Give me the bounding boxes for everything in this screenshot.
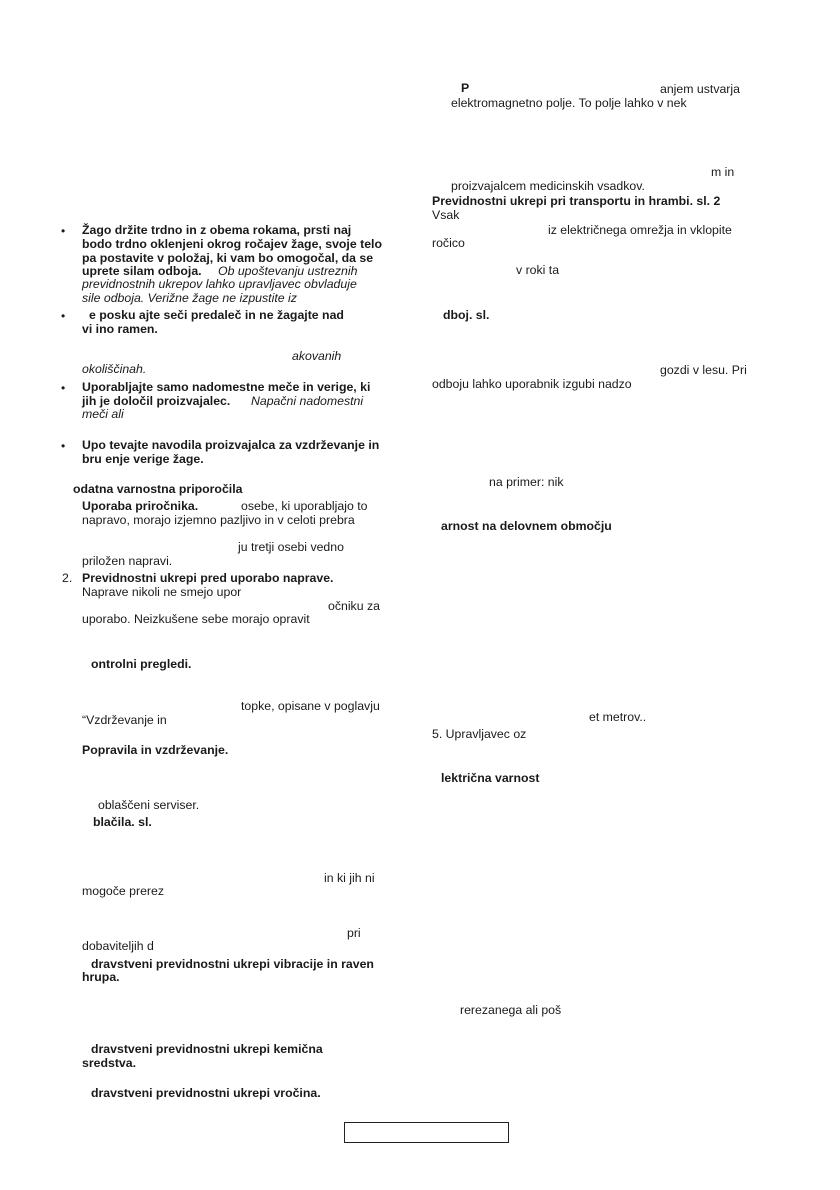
bullet-4-line-2: bru enje verige žage. (82, 452, 204, 466)
p3-title: ontrolni pregledi. (91, 657, 192, 671)
r10-heading: lektrična varnost (441, 771, 540, 785)
r5-line-1: gozdi v lesu. Pri (660, 363, 747, 377)
bullet-1-line-3: pa postavite v položaj, ki vam bo omogočal, da se (82, 251, 374, 265)
r3-line-1: Vsak (432, 208, 460, 222)
p3-line-2: “Vzdrževanje in (82, 713, 167, 727)
r11-line: rerezanega ali poš (460, 1003, 562, 1017)
bullet-4-marker: • (61, 439, 66, 453)
r7-heading: arnost na delovnem območju (441, 519, 612, 533)
bullet-2-marker: • (61, 309, 66, 323)
bullet-1-line-4-bold: uprete silam odboja. (82, 264, 202, 278)
p6-line-2: dobaviteljih d (82, 939, 154, 953)
bullet-2-line-2: vi ino ramen. (82, 322, 158, 336)
p1-line-3: ju tretji osebi vedno (238, 540, 344, 554)
bullet-1-line-6: sile odboja. Verižne žage ne izpustite iz (82, 291, 297, 305)
r8-line: et metrov.. (589, 710, 647, 724)
r3-line-2: ročico (432, 236, 465, 250)
p9-line: dravstveni previdnostni ukrepi vročina. (91, 1086, 321, 1100)
p1-line-2: napravo, morajo izjemno pazljivo in v celoti prebra (82, 513, 355, 527)
p8-line-2: sredstva. (82, 1056, 137, 1070)
bullet-2-line-1: e posku ajte seči predaleč in ne žagajte nad (89, 308, 344, 322)
r2-line-2: proizvajalcem medicinskih vsadkov. (451, 179, 645, 193)
bullet-3-marker: • (61, 381, 66, 395)
p1-title: Uporaba priročnika. (82, 499, 199, 513)
p2-line-3: uporabo. Neizkušene sebe morajo opravit (82, 612, 310, 626)
bullet-1-line-5: previdnostnih ukrepov lahko upravljavec obvladuje (82, 277, 357, 291)
p4-title: Popravila in vzdrževanje. (82, 743, 229, 757)
r3-title: Previdnostni ukrepi pri transportu in hrambi. sl. 2 (432, 194, 721, 208)
section-heading: odatna varnostna priporočila (73, 482, 243, 496)
p4-line-1: oblaščeni serviser. (98, 798, 200, 812)
p1-line-4: priložen napravi. (82, 554, 173, 568)
bullet-3-line-2-italic: Napačni nadomestni (251, 394, 364, 408)
bullet-3-line-1: Uporabljajte samo nadomestne meče in verige, ki (82, 380, 371, 394)
r3-line-3: v roki ta (516, 263, 560, 277)
p2-line-1: Naprave nikoli ne smejo upor (82, 585, 242, 599)
r1-initial: P (461, 81, 470, 95)
bullet-1-line-1: Žago držite trdno in z obema rokama, prsti naj (82, 223, 352, 237)
p1-line-1: osebe, ki uporabljajo to (241, 499, 368, 513)
p3-line-1: topke, opisane v poglavju (241, 699, 380, 713)
bullet-2-line-3: akovanih (292, 349, 342, 363)
page-number-box (344, 1122, 509, 1143)
p2-number: 2. (62, 571, 73, 585)
r9-line: 5. Upravljavec oz (432, 727, 527, 741)
r2-line-1: m in (711, 165, 735, 179)
p4-line-2: blačila. sl. (93, 815, 152, 829)
bullet-3-line-3: meči ali (82, 407, 124, 421)
p2-line-2: očniku za (328, 599, 380, 613)
bullet-1-line-4-italic: Ob upoštevanju ustreznih (218, 264, 358, 278)
p6-line-1: pri (347, 926, 361, 940)
p7-line-1: dravstveni previdnostni ukrepi vibracije in raven (91, 957, 374, 971)
r1-line-1: anjem ustvarja (660, 82, 740, 96)
r1-line-2: elektromagnetno polje. To polje lahko v nek (451, 96, 687, 110)
bullet-2-line-4: okoliščinah. (82, 362, 147, 376)
bullet-3-line-2-bold: jih je določil proizvajalec. (82, 394, 231, 408)
bullet-4-line-1: Upo tevajte navodila proizvajalca za vzdrževanje in (82, 438, 380, 452)
p7-line-2: hrupa. (82, 970, 120, 984)
bullet-1-line-2: bodo trdno oklenjeni okrog ročajev žage, svoje telo (82, 237, 382, 251)
r3-line-1b: iz električnega omrežja in vklopite (548, 223, 732, 237)
r5-line-2: odboju lahko uporabnik izgubi nadzo (432, 377, 632, 391)
p8-line-1: dravstveni previdnostni ukrepi kemična (91, 1042, 323, 1056)
p5-line-2: mogoče prerez (82, 884, 165, 898)
bullet-1-marker: • (61, 224, 66, 238)
r4-line: dboj. sl. (443, 308, 490, 322)
r6-line: na primer: nik (489, 475, 564, 489)
p5-line-1: in ki jih ni (324, 871, 375, 885)
p2-title: Previdnostni ukrepi pred uporabo naprave. (82, 571, 334, 585)
